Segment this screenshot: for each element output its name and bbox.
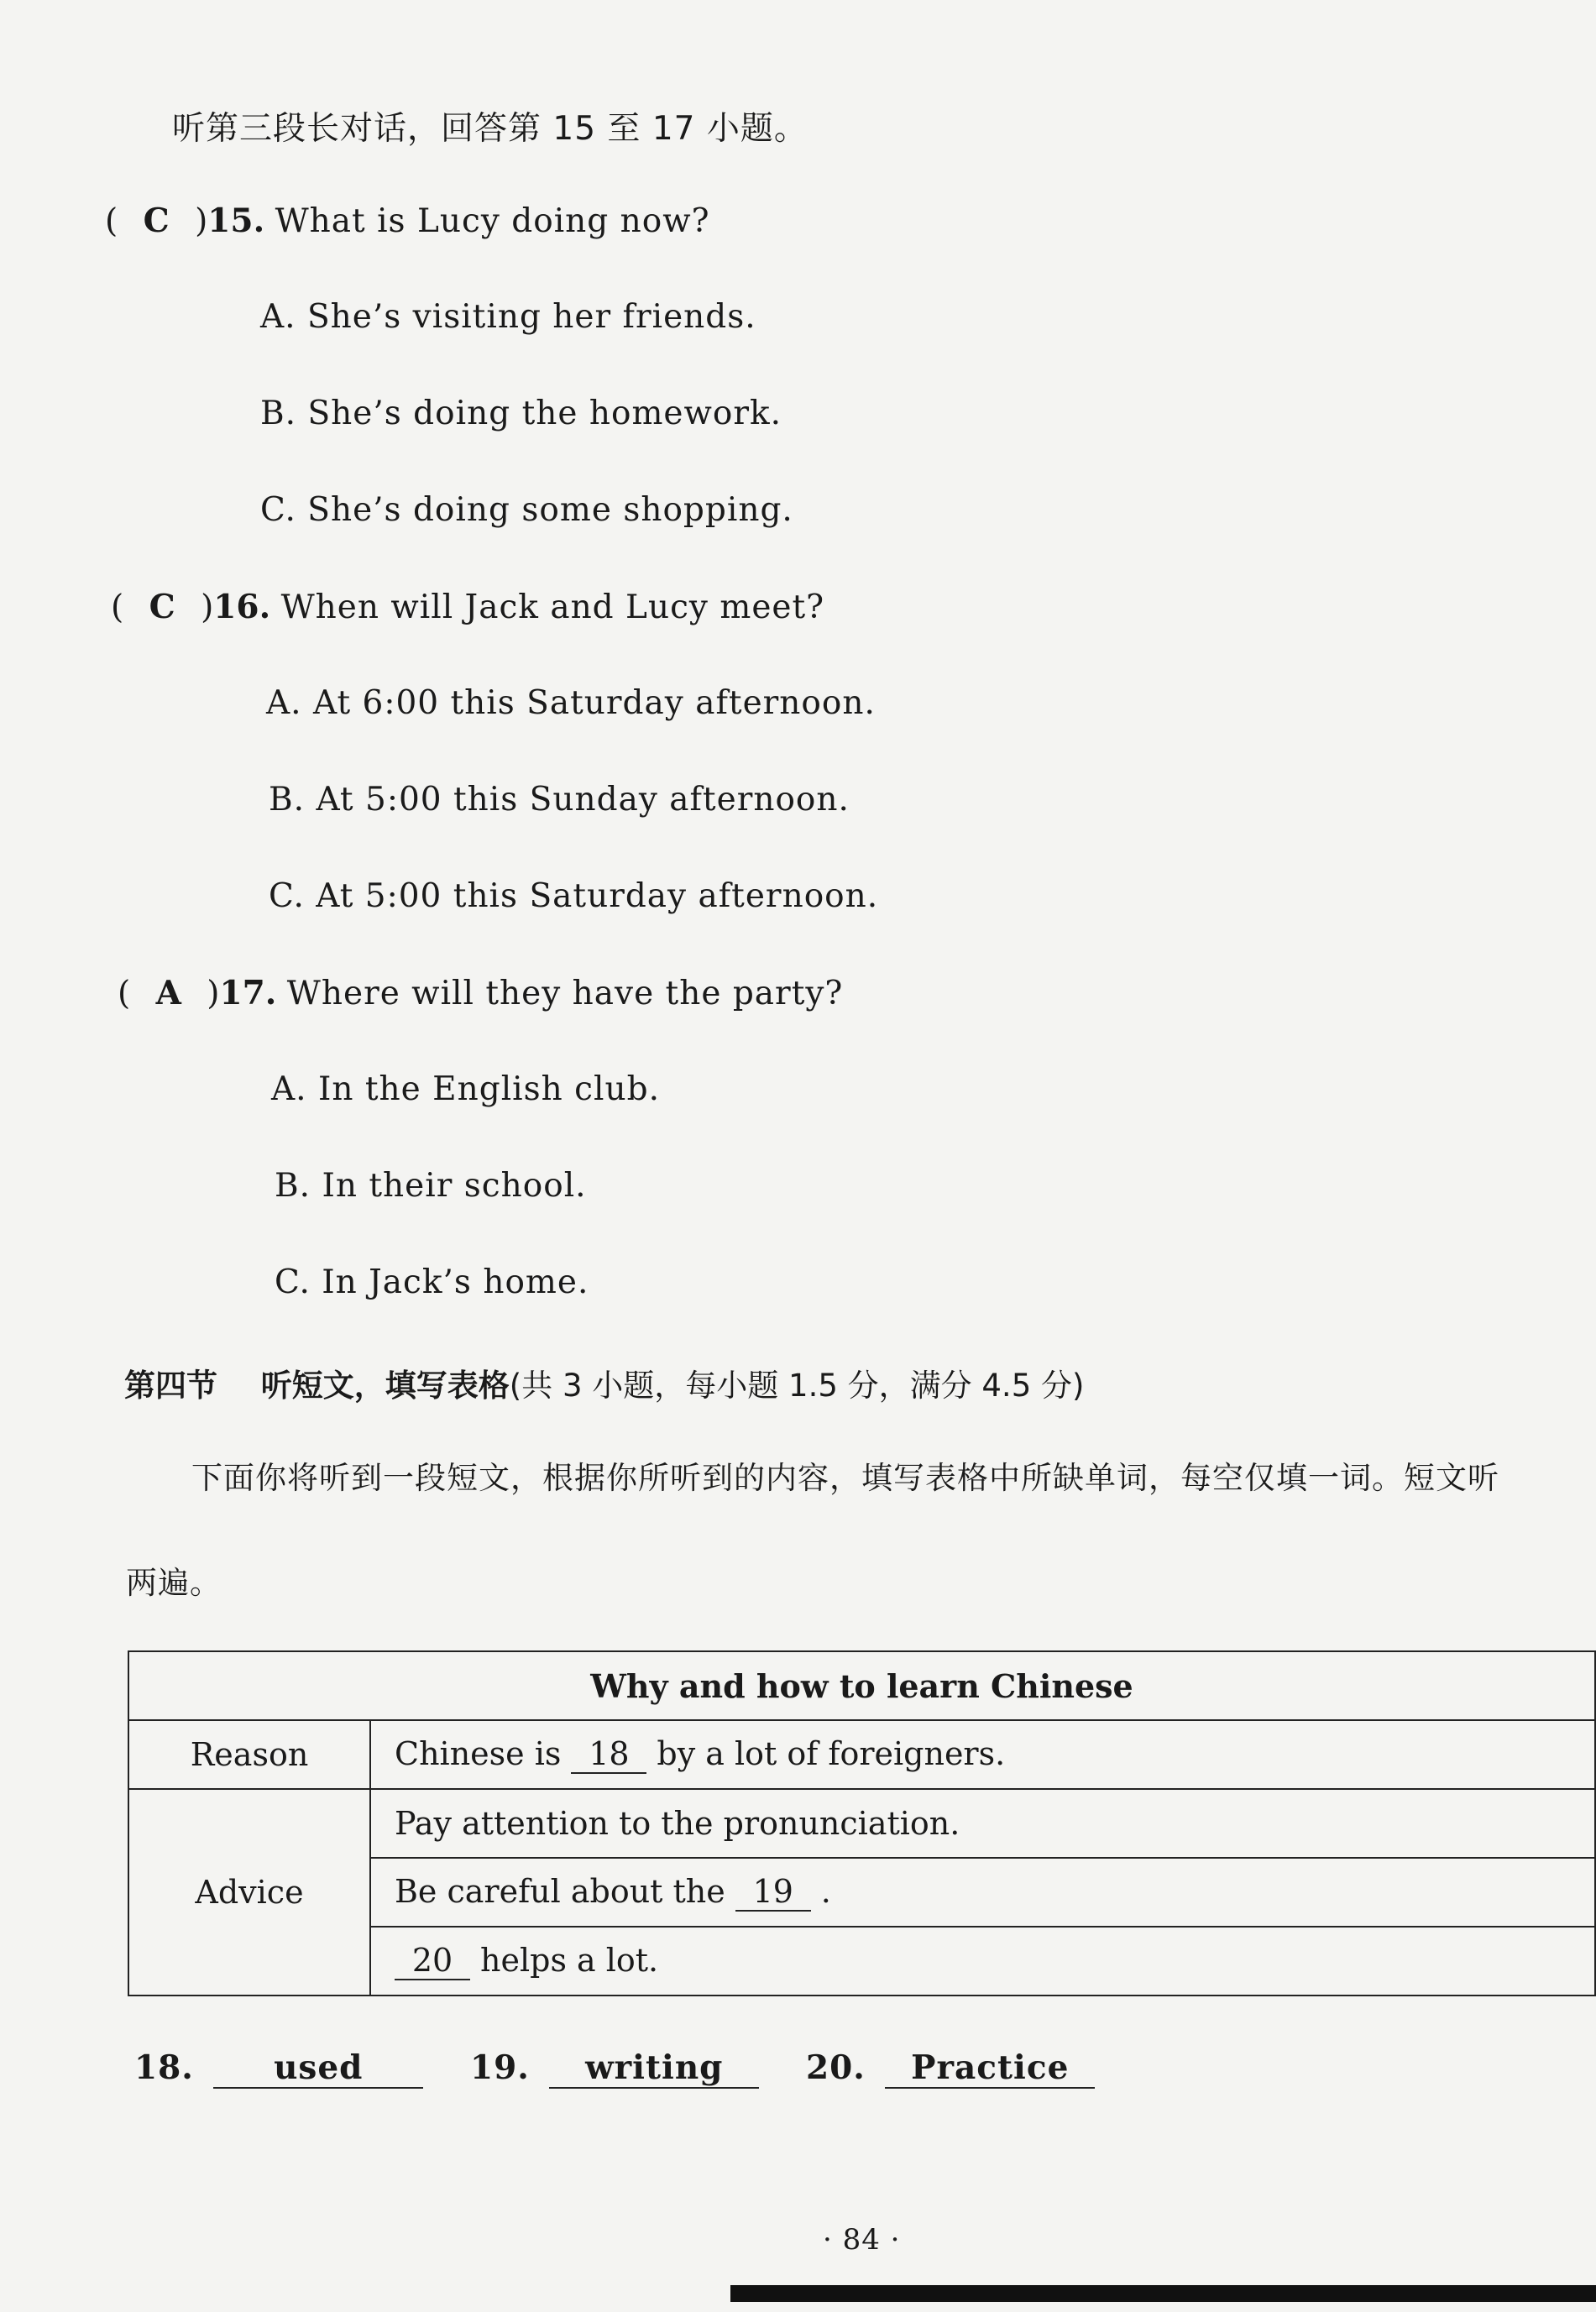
answer-15: C	[143, 201, 170, 240]
section-directions-line1: 下面你将听到一段短文，根据你所听到的内容，填写表格中所缺单词，每空仅填一词。短文听	[191, 1460, 1499, 1496]
answer-20: 20. Practice	[806, 2048, 1095, 2089]
advice-row-1: Pay attention to the pronunciation.	[370, 1789, 1595, 1858]
question-text: When will Jack and Lucy meet?	[280, 588, 825, 626]
page-number: · 84 ·	[823, 2223, 901, 2257]
fill-in-table	[128, 1650, 1596, 1996]
answer-17: A	[155, 974, 181, 1012]
advice-row-2: Be careful about the 19 .	[370, 1858, 1595, 1927]
advice-label: Advice	[128, 1789, 370, 1996]
question-number: 16.	[213, 588, 271, 626]
page-edge-shadow	[730, 2285, 1596, 2302]
section-heading	[124, 1360, 1084, 1405]
answer-20-value: Practice	[885, 2048, 1095, 2089]
listening-instruction: 听第三段长对话，回答第 15 至 17 小题。	[172, 110, 808, 148]
option-15c: C. She’s doing some shopping.	[260, 491, 793, 529]
question-17: ( A )17. Where will they have the party?	[118, 974, 844, 1012]
blank-18: 18	[571, 1737, 646, 1774]
option-16a: A. At 6:00 this Saturday afternoon.	[266, 684, 876, 722]
option-17a: A. In the English club.	[271, 1070, 660, 1108]
option-16c: C. At 5:00 this Saturday afternoon.	[269, 877, 879, 915]
section-note: (共 3 小题，每小题 1.5 分，满分 4.5 分)	[509, 1368, 1085, 1404]
question-16: ( C )16. When will Jack and Lucy meet?	[111, 588, 825, 626]
question-text: Where will they have the party?	[286, 975, 844, 1012]
question-number: 17.	[219, 974, 277, 1012]
table-title: Why and how to learn Chinese	[128, 1651, 1595, 1720]
answer-18-value: used	[213, 2048, 423, 2089]
reason-label: Reason	[128, 1720, 370, 1789]
section-directions-line2: 两遍。	[126, 1565, 222, 1601]
question-15: ( C )15. What is Lucy doing now?	[105, 201, 710, 240]
reason-cell: Chinese is 18 by a lot of foreigners.	[370, 1720, 1595, 1789]
option-15a: A. She’s visiting her friends.	[260, 298, 756, 336]
option-15b: B. She’s doing the homework.	[260, 395, 782, 432]
section-title: 听短文，填写表格	[260, 1368, 510, 1404]
question-number: 15.	[207, 201, 265, 240]
option-16b: B. At 5:00 this Sunday afternoon.	[269, 781, 850, 819]
answer-19: 19. writing	[470, 2048, 759, 2089]
section-number: 第四节	[124, 1368, 217, 1404]
option-17c: C. In Jack’s home.	[275, 1263, 589, 1301]
blank-20: 20	[395, 1943, 470, 1980]
question-text: What is Lucy doing now?	[275, 202, 710, 240]
advice-row-3: 20 helps a lot.	[370, 1927, 1595, 1996]
answer-16: C	[149, 588, 175, 626]
option-17b: B. In their school.	[275, 1167, 587, 1205]
blank-19: 19	[735, 1875, 811, 1912]
answer-19-value: writing	[549, 2048, 759, 2089]
answer-18: 18. used	[134, 2048, 423, 2089]
